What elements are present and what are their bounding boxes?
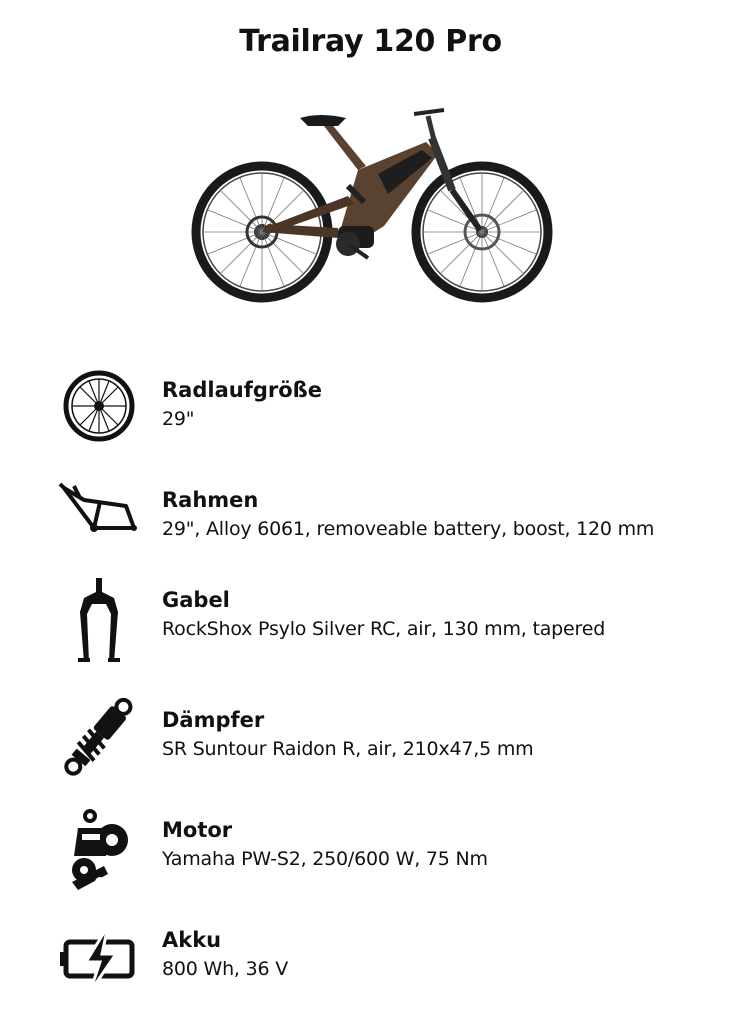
shock-icon [56,696,142,782]
spec-label: Rahmen [162,488,259,512]
front-wheel [416,166,548,298]
spec-item-battery [56,916,716,1002]
battery-icon [56,916,142,1002]
spec-item-motor [56,806,716,892]
spec-label: Gabel [162,588,230,612]
spec-value: 800 Wh, 36 V [162,958,289,980]
spec-item-fork [56,576,716,662]
spec-item-frame [56,476,716,562]
fork-icon [56,576,142,662]
spec-label: Radlaufgröße [162,378,322,402]
spec-label: Akku [162,928,222,952]
bike-saddle [300,115,346,126]
wheel-icon [56,366,142,452]
spec-label: Motor [162,818,233,842]
derailleur-icon [56,806,142,892]
spec-value: 29" [162,408,195,430]
spec-item-wheel-size [56,366,716,452]
product-title: Trailray 120 Pro [239,24,502,59]
spec-value: RockShox Psylo Silver RC, air, 130 mm, tapered [162,618,606,640]
spec-item-shock [56,696,716,782]
spec-value: 29", Alloy 6061, removeable battery, boost, 120 mm [162,518,655,540]
spec-value: Yamaha PW-S2, 250/600 W, 75 Nm [162,848,488,870]
spec-label: Dämpfer [162,708,265,732]
frame-icon [56,476,142,562]
bike-image [188,98,558,308]
spec-value: SR Suntour Raidon R, air, 210x47,5 mm [162,738,534,760]
